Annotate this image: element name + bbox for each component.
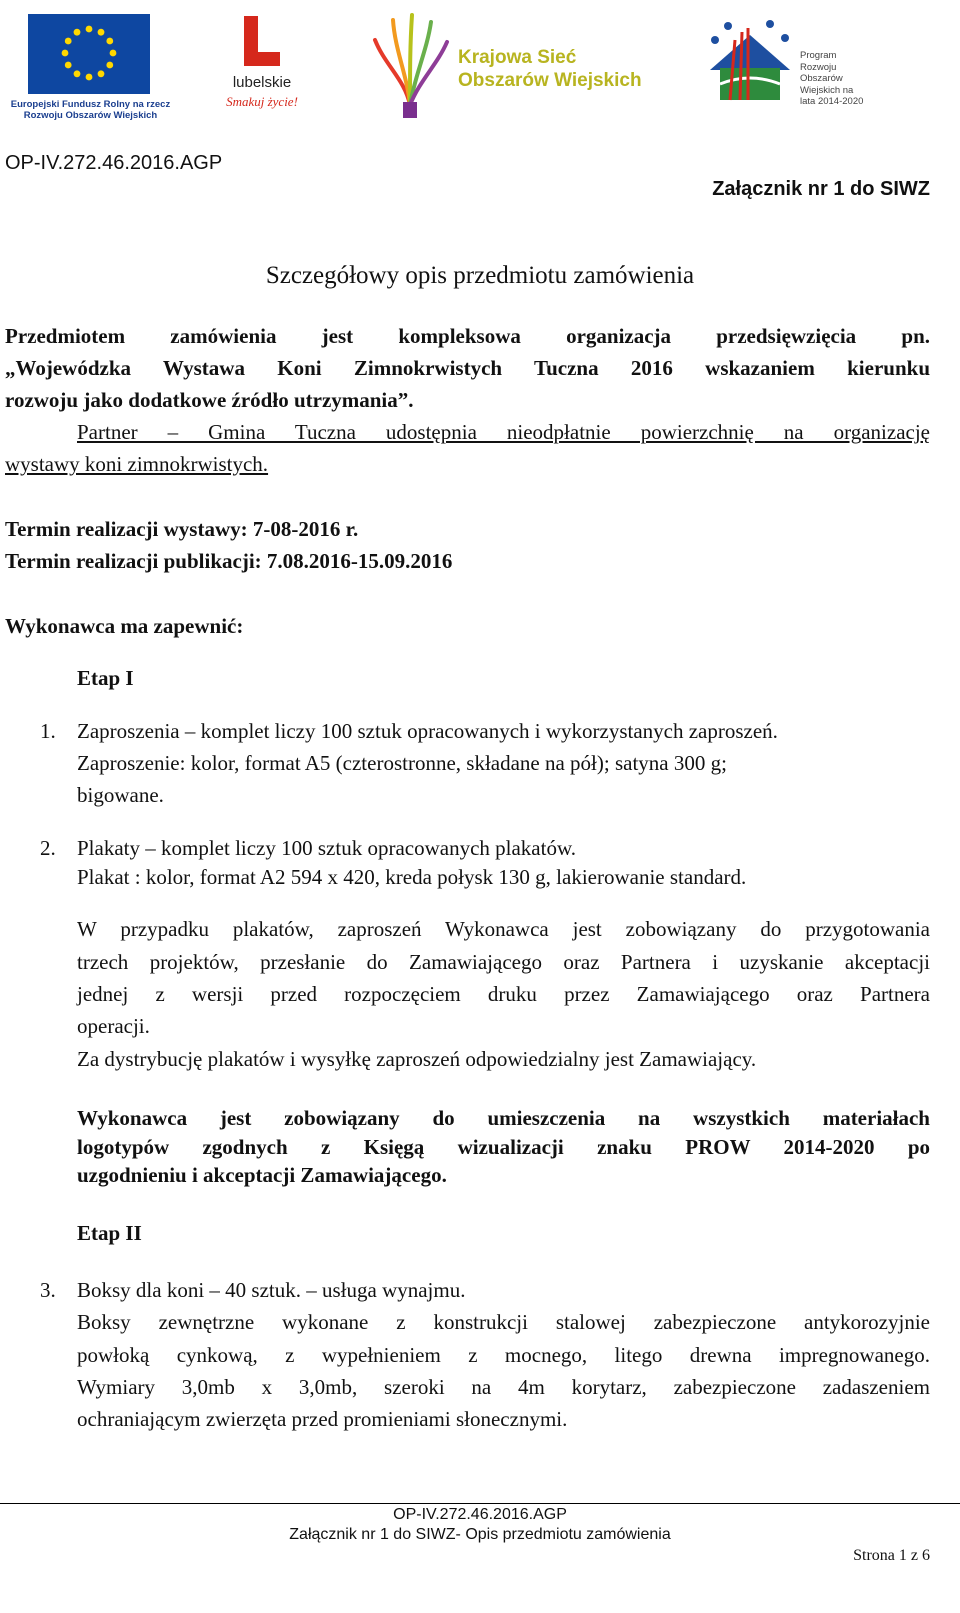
eu-flag-logo — [28, 14, 150, 94]
item-1-desc-line-1: Zaproszenie: kolor, format A5 (czterostronne, składane na pół); satyna 300 g; — [77, 751, 727, 775]
boxes-desc-line-4: ochraniającym zwierzęta przed promieniami słonecznymi. — [77, 1407, 568, 1431]
item-3-number: 3. — [40, 1278, 56, 1302]
prow-logo — [700, 10, 870, 120]
partner-line-2: wystawy koni zimnokrwistych. — [5, 452, 269, 476]
contractor-heading: Wykonawca ma zapewnić: — [5, 614, 244, 638]
boxes-desc-line-1: Boksy zewnętrzne wykonane z konstrukcji stalowej zabezpieczone antykorozyjnie — [77, 1310, 930, 1334]
footer-title: Załącznik nr 1 do SIWZ- Opis przedmiotu zamówienia — [289, 1526, 671, 1543]
projects-para-line-1: W przypadku plakatów, zaproszeń Wykonawca jest zobowiązany do przygotowania — [77, 917, 930, 941]
document-title: Szczegółowy opis przedmiotu zamówienia — [265, 262, 695, 289]
prow-text: Program Rozwoju Obszarów Wiejskich na lata 2014-2020 — [800, 50, 864, 107]
boxes-desc-line-3: Wymiary 3,0mb x 3,0mb, szeroki na 4m korytarz, zabezpieczone zadaszeniem — [77, 1375, 930, 1399]
projects-para-line-2: trzech projektów, przesłanie do Zamawiającego oraz Partnera i uzyskanie akceptacji — [77, 950, 930, 974]
projects-para-line-3: jednej z wersji przed rozpoczęciem druku przez Zamawiającego oraz Partnera — [77, 982, 930, 1006]
footer-divider — [0, 1503, 960, 1504]
lubelskie-logo — [222, 12, 302, 117]
boxes-desc-line-2: powłoką cynkową, z wypełnieniem z mocnego, litego drewna impregnowanego. — [77, 1343, 930, 1367]
logos-header — [0, 0, 960, 130]
ksow-line2: Obszarów Wiejskich — [458, 70, 642, 91]
ksow-line1: Krajowa Sieć — [458, 47, 577, 68]
intro-line-1: Przedmiotem zamówienia jest kompleksowa organizacja przedsięwzięcia pn. — [5, 324, 930, 348]
ksow-tree-icon — [365, 10, 455, 120]
item-1-title: Zaproszenia – komplet liczy 100 sztuk opracowanych i wykorzystanych zaproszeń. — [77, 719, 778, 743]
stage-2-label: Etap II — [77, 1221, 142, 1245]
item-2-desc: Plakat : kolor, format A2 594 x 420, kreda połysk 130 g, lakierowanie standard. — [77, 865, 747, 889]
lubelskie-name: lubelskie — [232, 74, 292, 91]
logo-requirement-line-2: logotypów zgodnych z Księgą wizualizacji znaku PROW 2014-2020 po — [77, 1135, 930, 1159]
intro-line-2: „Wojewódzka Wystawa Koni Zimnokrwistych Tuczna 2016 wskazaniem kierunku — [5, 356, 930, 380]
page-number: Strona 1 z 6 — [853, 1547, 930, 1564]
ksow-text — [458, 46, 642, 92]
item-2-number: 2. — [40, 836, 56, 860]
lubelskie-l-icon — [222, 12, 302, 72]
eu-fund-text: Europejski Fundusz Rolny na rzecz Rozwoju Obszarów Wiejskich — [10, 99, 171, 121]
item-1-number: 1. — [40, 719, 56, 743]
logo-requirement-line-3: uzgodnieniu i akceptacji Zamawiającego. — [77, 1163, 447, 1187]
term-exhibition: Termin realizacji wystawy: 7-08-2016 r. — [5, 517, 359, 541]
footer-code: OP-IV.272.46.2016.AGP — [393, 1506, 567, 1523]
ksow-logo — [365, 10, 655, 120]
item-1-desc-line-2: bigowane. — [77, 783, 164, 807]
lubelskie-slogan: Smakuj życie! — [226, 94, 298, 109]
item-3-title: Boksy dla koni – 40 sztuk. – usługa wynajmu. — [77, 1278, 466, 1302]
eu-stars-icon — [28, 14, 150, 94]
stage-1-label: Etap I — [77, 666, 134, 690]
prow-emblem-icon — [700, 10, 800, 120]
logo-requirement-line-1: Wykonawca jest zobowiązany do umieszczenia na wszystkich materiałach — [77, 1106, 930, 1130]
partner-line-1: Partner – Gmina Tuczna udostępnia nieodpłatnie powierzchnię na organizację — [77, 420, 930, 444]
distribution-note: Za dystrybucję plakatów i wysyłkę zaproszeń odpowiedzialny jest Zamawiający. — [77, 1047, 757, 1071]
document-code: OP-IV.272.46.2016.AGP — [5, 152, 223, 174]
projects-para-line-4: operacji. — [77, 1014, 150, 1038]
item-2-title: Plakaty – komplet liczy 100 sztuk opracowanych plakatów. — [77, 836, 577, 860]
intro-line-3: rozwoju jako dodatkowe źródło utrzymania”. — [5, 388, 414, 412]
term-publication: Termin realizacji publikacji: 7.08.2016-15.09.2016 — [5, 549, 453, 573]
annex-label: Załącznik nr 1 do SIWZ — [712, 178, 930, 200]
